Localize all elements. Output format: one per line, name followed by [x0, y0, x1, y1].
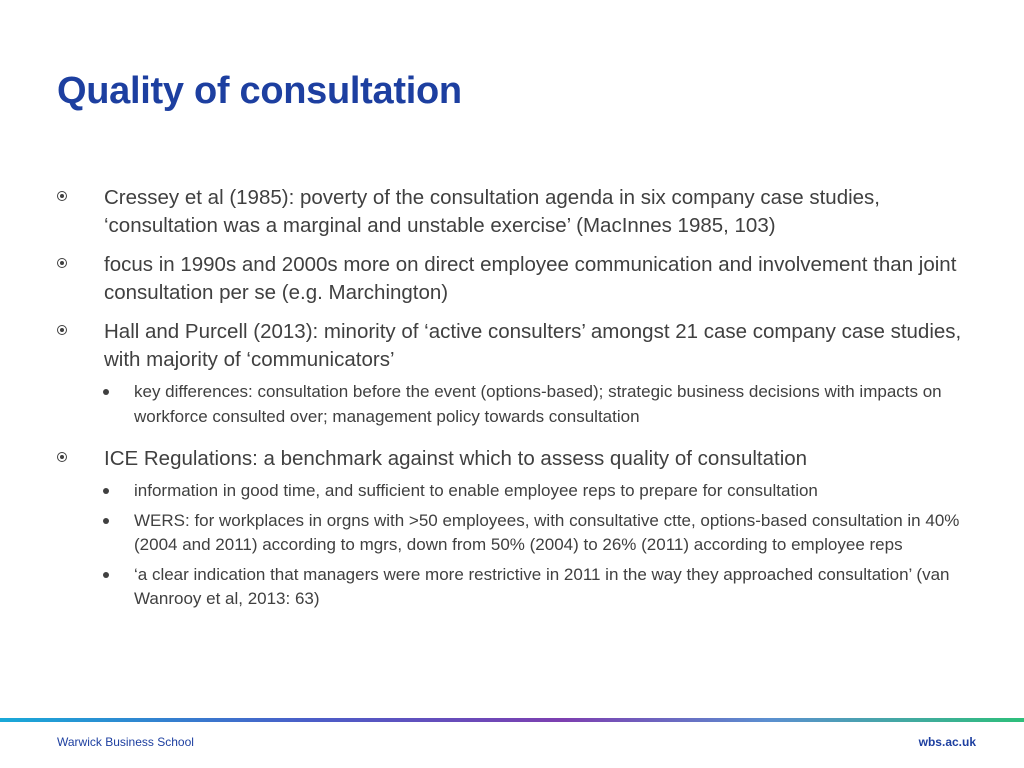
bullet-text: Hall and Purcell (2013): minority of ‘active consulters’ amongst 21 case company case studies, with majority of ‘communicators’	[104, 320, 962, 371]
dot-bullet-icon	[103, 518, 109, 524]
circle-bullet-icon	[57, 191, 67, 201]
sub-bullet-text: ‘a clear indication that managers were more restrictive in 2011 in the way they approached consultation’ (van Wanrooy et al, 2013: 63)	[134, 564, 950, 608]
dot-bullet-icon	[103, 389, 109, 395]
bullet-item	[57, 184, 987, 240]
bullet-item	[57, 318, 987, 374]
sub-bullet-item	[57, 509, 987, 558]
bullet-item	[57, 251, 987, 307]
footer-gradient-divider	[0, 718, 1024, 722]
bullet-text: ICE Regulations: a benchmark against which to assess quality of consultation	[104, 447, 808, 470]
dot-bullet-icon	[103, 572, 109, 578]
sub-bullet-text: WERS: for workplaces in orgns with >50 employees, with consultative ctte, options-based consultation in 40% (2004 and 2011) according to mgrs, down from 50% (2004) to 26% (2011) according to employee reps	[134, 510, 960, 554]
footer-website[interactable]: wbs.ac.uk	[918, 735, 976, 749]
bullet-item	[57, 445, 987, 473]
circle-bullet-icon	[57, 258, 67, 268]
sub-bullet-list	[57, 479, 987, 612]
slide-content	[57, 184, 987, 617]
slide-title: Quality of consultation	[57, 70, 462, 112]
sub-bullet-text: key differences: consultation before the event (options-based); strategic business decisions with impacts on workforce consulted over; management policy towards consultation	[134, 382, 942, 426]
bullet-text: Cressey et al (1985): poverty of the consultation agenda in six company case studies, ‘consultation was a marginal and unstable exercise’ (MacInnes 1985, 103)	[104, 186, 881, 237]
footer-organisation: Warwick Business School	[57, 735, 194, 749]
dot-bullet-icon	[103, 488, 109, 494]
sub-bullet-list	[57, 380, 987, 429]
bullet-text: focus in 1990s and 2000s more on direct employee communication and involvement than joint consultation per se (e.g. Marchington)	[104, 253, 957, 304]
sub-bullet-item	[57, 563, 987, 612]
circle-bullet-icon	[57, 325, 67, 335]
circle-bullet-icon	[57, 452, 67, 462]
sub-bullet-text: information in good time, and sufficient to enable employee reps to prepare for consultation	[134, 481, 818, 500]
sub-bullet-item	[57, 380, 987, 429]
sub-bullet-item	[57, 479, 987, 504]
